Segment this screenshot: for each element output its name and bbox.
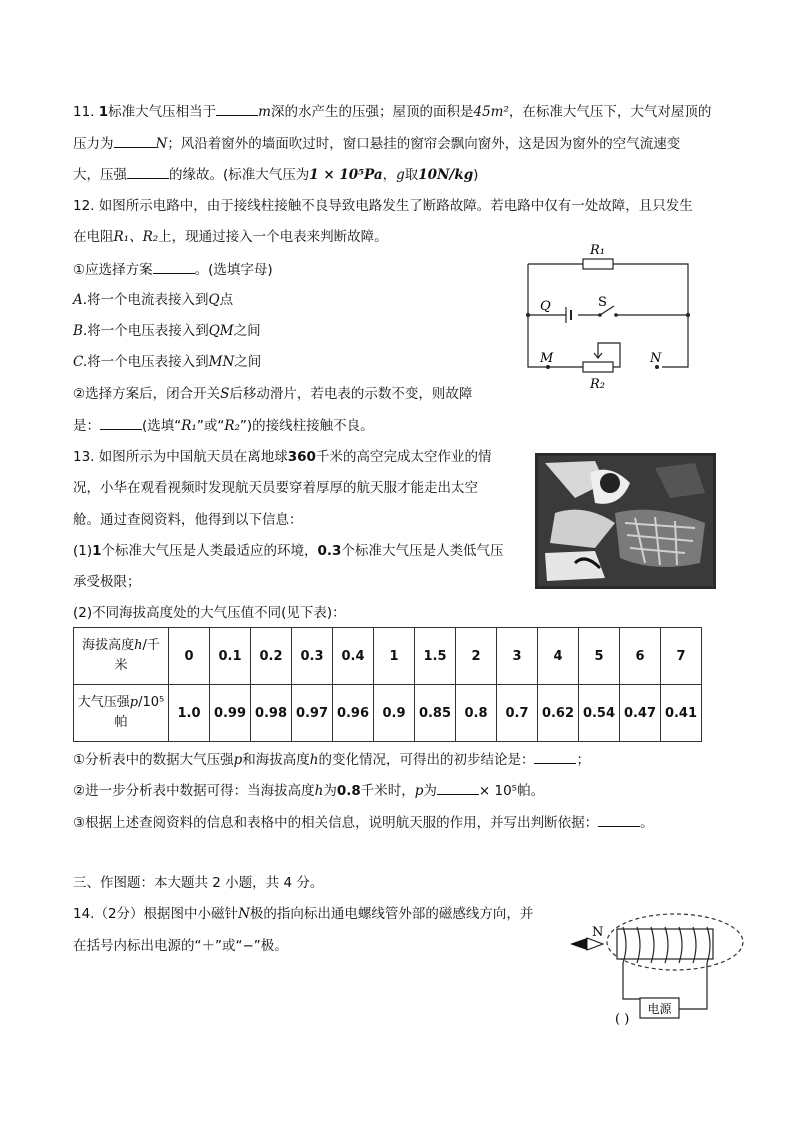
solenoid-diagram bbox=[565, 905, 745, 1030]
q13-blank-1[interactable] bbox=[534, 749, 576, 764]
table-cell: 0.97 bbox=[292, 685, 333, 742]
label-r1: R₁ bbox=[590, 243, 605, 258]
table-row-pressures bbox=[74, 685, 702, 742]
label-q: Q bbox=[540, 299, 551, 314]
table-cell: 3 bbox=[497, 628, 538, 685]
node-right bbox=[686, 313, 690, 317]
section-3-heading: 三、作图题：本大题共 2 小题，共 4 分。 bbox=[73, 875, 324, 891]
table-cell: 2 bbox=[456, 628, 497, 685]
q12-step-3: 是： (选填“R₁”或“R₂”)的接线柱接触不良。 bbox=[73, 415, 374, 436]
circuit-diagram bbox=[520, 240, 700, 390]
altitude-pressure-table bbox=[73, 627, 702, 742]
table-cell: 0.99 bbox=[210, 685, 251, 742]
table-cell: 0.96 bbox=[333, 685, 374, 742]
table-cell: 0.62 bbox=[538, 685, 579, 742]
table-cell: 5 bbox=[579, 628, 620, 685]
switch-pivot bbox=[598, 313, 602, 317]
q12-blank-1[interactable] bbox=[153, 259, 195, 274]
q13-line-2: 况，小华在观看视频时发现航天员要穿着厚厚的航天服才能走出太空 bbox=[73, 480, 478, 496]
switch-contact bbox=[614, 313, 618, 317]
lead-left bbox=[623, 963, 640, 999]
table-cell: 0.2 bbox=[251, 628, 292, 685]
solenoid-core bbox=[617, 929, 713, 959]
q13-line-1: 13. 如图所示为中国航天员在离地球360千米的高空完成太空作业的情 bbox=[73, 449, 492, 465]
label-r2: R₂ bbox=[590, 377, 605, 390]
table-cell: 0.85 bbox=[415, 685, 456, 742]
table-cell: 1.0 bbox=[169, 685, 210, 742]
table-cell: 7 bbox=[661, 628, 702, 685]
label-m: M bbox=[540, 351, 554, 366]
q11-line-3: 大，压强 的缘故。(标准大气压为1 × 10⁵Pa，g取10N/kg) bbox=[73, 164, 478, 185]
table-cell: 0.9 bbox=[374, 685, 415, 742]
table-header-pressure: 大气压强p/10⁵ 帕 bbox=[74, 685, 169, 742]
q13-step-3: ③根据上述查阅资料的信息和表格中的相关信息，说明航天服的作用，并写出判断依据： 。 bbox=[73, 812, 654, 833]
table-cell: 0 bbox=[169, 628, 210, 685]
table-cell: 0.4 bbox=[333, 628, 374, 685]
q11-blank-3[interactable] bbox=[127, 164, 169, 179]
q12-blank-2[interactable] bbox=[100, 415, 142, 430]
q11-number: 11. bbox=[73, 104, 99, 120]
q13-blank-3[interactable] bbox=[598, 812, 640, 827]
q13-step-2: ②进一步分析表中数据可得：当海拔高度h为0.8千米时，p为 × 10⁵帕。 bbox=[73, 780, 544, 801]
table-cell: 0.41 bbox=[661, 685, 702, 742]
label-n: N bbox=[650, 351, 662, 366]
table-header-height: 海拔高度h/千 米 bbox=[74, 628, 169, 685]
q14-line-2: 在括号内标出电源的“＋”或“−”极。 bbox=[73, 938, 288, 954]
q12-step-2: ②选择方案后，闭合开关S后移动滑片，若电表的示数不变，则故障 bbox=[73, 386, 473, 402]
q13-blank-2[interactable] bbox=[437, 780, 479, 795]
q13-line-5: 承受极限； bbox=[73, 574, 141, 590]
q13-line-3: 舱。通过查阅资料，他得到以下信息： bbox=[73, 512, 303, 528]
table-cell: 0.47 bbox=[620, 685, 661, 742]
q12-line-2: 在电阻R₁、R₂上，现通过接入一个电表来判断故障。 bbox=[73, 229, 388, 245]
table-cell: 0.3 bbox=[292, 628, 333, 685]
q11-line-1: 11. 1标准大气压相当于 m深的水产生的压强；屋顶的面积是45m²，在标准大气压下，大气对屋顶的 bbox=[73, 101, 711, 122]
q12-option-a: A.将一个电流表接入到Q点 bbox=[73, 292, 234, 308]
q12-step-1: ①应选择方案 。(选填字母) bbox=[73, 259, 273, 280]
table-cell: 0.8 bbox=[456, 685, 497, 742]
table-cell: 1 bbox=[374, 628, 415, 685]
table-cell: 0.98 bbox=[251, 685, 292, 742]
table-cell: 1.5 bbox=[415, 628, 456, 685]
q11-blank-1[interactable] bbox=[216, 101, 258, 116]
table-row-heights bbox=[74, 628, 702, 685]
compass-needle-n bbox=[570, 938, 587, 950]
power-source-label: 电源 bbox=[647, 1002, 672, 1016]
q12-option-c: C.将一个电压表接入到MN之间 bbox=[73, 354, 262, 370]
table-cell: 0.7 bbox=[497, 685, 538, 742]
compass-n-label: N bbox=[592, 925, 604, 940]
q11-line-2: 压力为 N；风沿着窗外的墙面吹过时，窗口悬挂的窗帘会飘向窗外，这是因为窗外的空气流速变 bbox=[73, 133, 680, 154]
q13-line-6: (2)不同海拔高度处的大气压值不同(见下表)： bbox=[73, 605, 346, 621]
table-cell: 4 bbox=[538, 628, 579, 685]
q12-line-1: 12. 如图所示电路中，由于接线柱接触不良导致电路发生了断路故障。若电路中仅有一处故障，且只发生 bbox=[73, 198, 693, 214]
q13-step-1: ①分析表中的数据大气压强p和海拔高度h的变化情况，可得出的初步结论是： ； bbox=[73, 749, 590, 770]
table-cell: 0.54 bbox=[579, 685, 620, 742]
label-s: S bbox=[598, 295, 607, 310]
rheostat-slider-wire bbox=[598, 343, 620, 367]
astronaut-photo bbox=[535, 453, 716, 589]
q14-line-1: 14.（2分）根据图中小磁针N极的指向标出通电螺线管外部的磁感线方向，并 bbox=[73, 906, 534, 922]
table-cell: 6 bbox=[620, 628, 661, 685]
table-cell: 0.1 bbox=[210, 628, 251, 685]
r1-resistor bbox=[583, 259, 613, 269]
polarity-bracket[interactable]: ( ) bbox=[615, 1012, 630, 1027]
q13-line-4: (1)1个标准大气压是人类最适应的环境，0.3个标准大气压是人类低气压 bbox=[73, 543, 504, 559]
r2-rheostat bbox=[583, 362, 613, 372]
q11-blank-2[interactable] bbox=[114, 133, 156, 148]
q12-option-b: B.将一个电压表接入到QM之间 bbox=[73, 323, 261, 339]
node-q-left bbox=[526, 313, 530, 317]
